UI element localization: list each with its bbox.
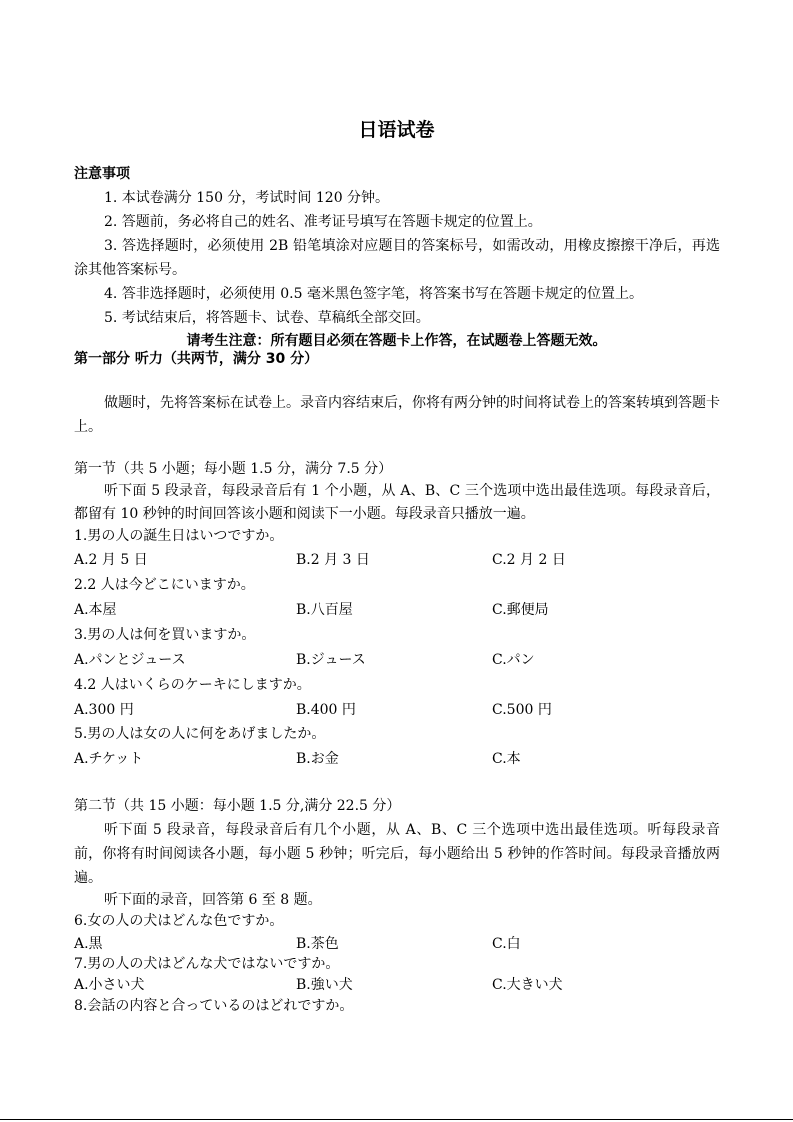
q6-option-b: B.茶色	[296, 936, 339, 952]
q2-option-b: B.八百屋	[296, 602, 353, 618]
question-8: 8.会話の内容と合っているのはどれですか。	[74, 998, 354, 1014]
q1-option-c: C.2 月 2 日	[492, 552, 566, 568]
notice-item-4: 4. 答非选择题时，必须使用 0.5 毫米黑色签字笔，将答案书写在答题卡规定的位置上。	[104, 286, 643, 302]
part1-intro: 做题时，先将答案标在试卷上。录音内容结束后，你将有两分钟的时间将试卷上的答案转填到答题卡上。	[74, 395, 720, 435]
q6-option-c: C.白	[492, 936, 521, 952]
q2-option-c: C.郵便局	[492, 602, 549, 618]
q5-option-c: C.本	[492, 751, 521, 767]
part1-heading: 第一部分 听力（共两节，满分 30 分）	[74, 351, 319, 367]
q5-option-b: B.お金	[296, 751, 339, 767]
q4-option-b: B.400 円	[296, 702, 356, 718]
page-bottom-rule	[0, 1119, 793, 1120]
q3-option-c: C.パン	[492, 652, 535, 668]
section2-instructions: 听下面 5 段录音，每段录音后有几个小题，从 A、B、C 三个选项中选出最佳选项。听每段录音前，你将有时间阅读各小题，每小题 5 秒钟；听完后，每小题给出 5 秒钟的作答时间。每段录音播放两遍。	[74, 822, 720, 886]
question-1: 1.男の人の誕生日はいつですか。	[74, 528, 284, 544]
section1-heading: 第一节（共 5 小题；每小题 1.5 分，满分 7.5 分）	[74, 461, 393, 477]
q6-option-a: A.黒	[74, 936, 103, 952]
q1-option-b: B.2 月 3 日	[296, 552, 370, 568]
q3-option-a: A.パンとジュース	[74, 652, 186, 668]
section1-instructions: 听下面 5 段录音，每段录音后有 1 个小题，从 A、B、C 三个选项中选出最佳选项。每段录音后，都留有 10 秒钟的时间回答该小题和阅读下一小题。每段录音只播放一遍。	[74, 483, 720, 522]
q4-option-c: C.500 円	[492, 702, 552, 718]
notice-item-5: 5. 考试结束后，将答题卡、试卷、草稿纸全部交回。	[104, 310, 430, 326]
question-3: 3.男の人は何を買いますか。	[74, 627, 256, 643]
q7-option-a: A.小さい犬	[74, 977, 145, 993]
q4-option-a: A.300 円	[74, 702, 134, 718]
question-4: 4.2 人はいくらのケーキにしますか。	[74, 677, 311, 693]
section2-heading: 第二节（共 15 小题：每小题 1.5 分,满分 22.5 分）	[74, 798, 401, 814]
notice-item-1: 1. 本试卷满分 150 分，考试时间 120 分钟。	[104, 190, 390, 206]
q2-option-a: A.本屋	[74, 602, 117, 618]
notice-item-3: 3. 答选择题时，必须使用 2B 铅笔填涂对应题目的答案标号，如需改动，用橡皮擦擦干净后，再选涂其他答案标号。	[74, 238, 720, 278]
notice-warning: 请考生注意：所有题目必须在答题卡上作答，在试题卷上答题无效。	[186, 333, 607, 349]
q1-option-a: A.2 月 5 日	[74, 552, 148, 568]
question-5: 5.男の人は女の人に何をあげましたか。	[74, 726, 326, 742]
q3-option-b: B.ジュース	[296, 652, 366, 668]
section2-sub-instruction: 听下面的录音，回答第 6 至 8 题。	[104, 892, 322, 908]
notice-heading: 注意事项	[74, 166, 130, 182]
q7-option-c: C.大きい犬	[492, 977, 563, 993]
q5-option-a: A.チケット	[74, 751, 144, 767]
question-7: 7.男の人の犬はどんな犬ではないですか。	[74, 956, 340, 972]
question-2: 2.2 人は今どこにいますか。	[74, 577, 255, 593]
question-6: 6.女の人の犬はどんな色ですか。	[74, 913, 284, 929]
page-title: 日语试卷	[358, 119, 435, 141]
notice-item-2: 2. 答题前，务必将自己的姓名、准考证号填写在答题卡规定的位置上。	[104, 214, 542, 230]
q7-option-b: B.強い犬	[296, 977, 353, 993]
